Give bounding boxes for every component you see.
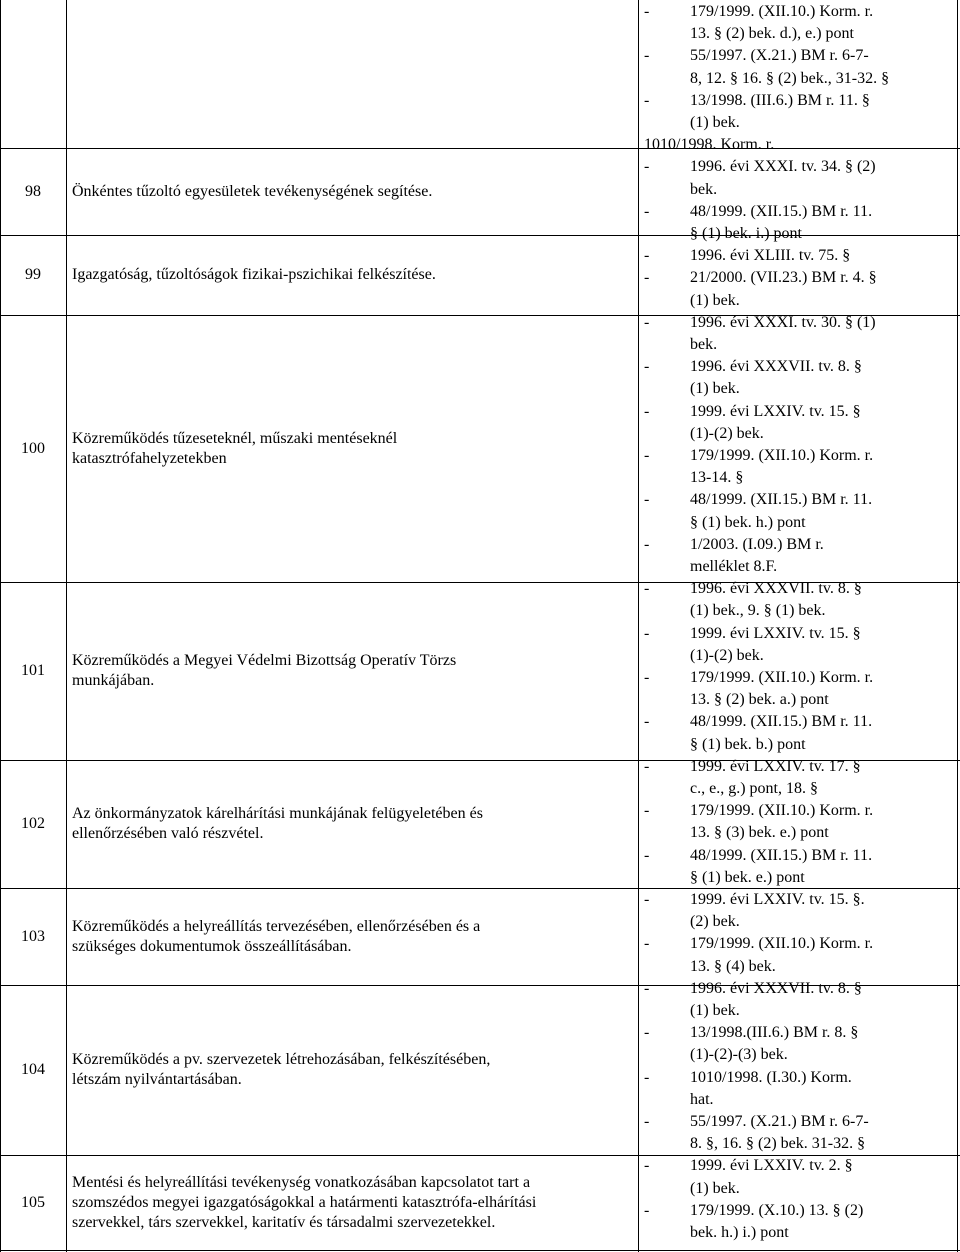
reference-bullet: - <box>644 846 650 864</box>
reference-text: (1) bek. <box>690 1002 740 1019</box>
reference-bullet: - <box>644 158 650 176</box>
reference-text: (1) bek. <box>690 1179 740 1197</box>
row-description: katasztrófahelyzetekben <box>72 449 227 467</box>
row-description: Önkéntes tűzoltó egyesületek tevékenységének segítése. <box>72 182 433 200</box>
reference-text: hat. <box>690 1090 714 1108</box>
reference-bullet: - <box>644 1157 650 1175</box>
reference-bullet: - <box>644 802 650 820</box>
row-description: Az önkormányzatok kárelhárítási munkájának felügyeletében és <box>72 805 483 822</box>
row-number: 102 <box>21 815 45 832</box>
row-description: Igazgatóság, tűzoltóságok fizikai-pszichikai felkészítése. <box>72 266 436 283</box>
row-number: 104 <box>21 1061 45 1078</box>
reference-text: 1996. évi XXXVII. tv. 8. § <box>690 979 862 997</box>
reference-text: bek. <box>690 180 718 198</box>
reference-text: (1)-(2) bek. <box>690 424 764 442</box>
reference-text: 1996. évi XLIII. tv. 75. § <box>690 247 851 265</box>
reference-bullet: - <box>644 447 650 464</box>
reference-text: 21/2000. (VII.23.) BM r. 4. § <box>690 269 877 287</box>
row-description: Mentési és helyreállítási tevékenység vonatkozásában kapcsolatot tart a <box>72 1173 531 1191</box>
reference-text: 13. § (2) bek. d.), e.) pont <box>690 25 854 43</box>
reference-text: § (1) bek. e.) pont <box>690 868 805 886</box>
reference-text: 1996. évi XXXI. tv. 34. § (2) <box>690 158 876 176</box>
row-description: Közreműködés a helyreállítás tervezésében, ellenőrzésében és a <box>72 917 481 935</box>
row-description: szervekkel, társ szervekkel, karitatív és társadalmi szervezetekkel. <box>72 1213 496 1231</box>
reference-text: 13. § (2) bek. a.) pont <box>690 691 829 709</box>
reference-text: melléklet 8.F. <box>690 558 778 575</box>
reference-text: 1010/1998. Korm. r. <box>644 136 775 154</box>
row-number: 103 <box>21 927 45 945</box>
reference-text: 1999. évi LXXIV. tv. 15. §. <box>690 891 865 908</box>
reference-text: 13. § (3) bek. e.) pont <box>690 824 829 842</box>
reference-text: 13/1998.(III.6.) BM r. 8. § <box>690 1024 859 1042</box>
row-description: létszám nyilvántartásában. <box>72 1071 242 1088</box>
reference-text: 1999. évi LXXIV. tv. 2. § <box>690 1157 853 1175</box>
table-rule-right <box>957 0 958 1252</box>
reference-text: § (1) bek. i.) pont <box>690 225 802 242</box>
row-number: 101 <box>21 662 45 679</box>
reference-text: 1/2003. (I.09.) BM r. <box>690 535 824 553</box>
reference-text: 179/1999. (XII.10.) Korm. r. <box>690 447 874 464</box>
reference-text: 1996. évi XXXVII. tv. 8. § <box>690 580 862 598</box>
reference-text: 13/1998. (III.6.) BM r. 11. § <box>690 91 870 109</box>
row-number: 100 <box>21 439 45 457</box>
reference-text: 48/1999. (XII.15.) BM r. 11. <box>690 202 873 220</box>
reference-text: (1)-(2) bek. <box>690 646 764 664</box>
reference-bullet: - <box>644 1024 650 1042</box>
reference-text: 55/1997. (X.21.) BM r. 6-7- <box>690 47 869 65</box>
reference-text: 1996. évi XXXI. tv. 30. § (1) <box>690 313 876 331</box>
reference-bullet: - <box>644 247 650 265</box>
reference-text: 48/1999. (XII.15.) BM r. 11. <box>690 846 873 864</box>
reference-text: 8. §, 16. § (2) bek. 31-32. § <box>690 1135 866 1153</box>
reference-text: 1999. évi LXXIV. tv. 17. § <box>690 757 861 775</box>
reference-text: 13. § (4) bek. <box>690 957 776 975</box>
row-divider <box>0 148 960 149</box>
reference-text: 1010/1998. (I.30.) Korm. <box>690 1068 852 1086</box>
reference-bullet: - <box>644 491 650 509</box>
reference-bullet: - <box>644 713 650 731</box>
reference-bullet: - <box>644 580 650 598</box>
row-description: szükséges dokumentumok összeállításában. <box>72 937 352 955</box>
reference-text: 55/1997. (X.21.) BM r. 6-7- <box>690 1113 869 1130</box>
reference-bullet: - <box>644 91 650 109</box>
row-divider <box>0 1250 960 1251</box>
reference-bullet: - <box>644 1068 650 1086</box>
reference-text: 179/1999. (XII.10.) Korm. r. <box>690 935 874 953</box>
row-number: 99 <box>25 266 41 283</box>
reference-text: 8, 12. § 16. § (2) bek., 31-32. § <box>690 69 890 87</box>
row-number: 105 <box>21 1193 45 1211</box>
reference-bullet: - <box>644 402 650 420</box>
reference-bullet: - <box>644 47 650 65</box>
reference-bullet: - <box>644 269 650 287</box>
reference-text: (1)-(2)-(3) bek. <box>690 1046 788 1064</box>
reference-text: 179/1999. (XII.10.) Korm. r. <box>690 669 874 686</box>
row-divider <box>0 888 960 889</box>
reference-text: 1999. évi LXXIV. tv. 15. § <box>690 624 861 642</box>
reference-text: bek. h.) i.) pont <box>690 1224 789 1241</box>
reference-text: 179/1999. (X.10.) 13. § (2) <box>690 1201 864 1219</box>
reference-text: (1) bek. <box>690 291 740 309</box>
reference-bullet: - <box>644 979 650 997</box>
reference-text: (1) bek., 9. § (1) bek. <box>690 602 826 620</box>
reference-text: 179/1999. (XII.10.) Korm. r. <box>690 3 874 20</box>
row-description: ellenőrzésében való részvétel. <box>72 825 264 842</box>
reference-bullet: - <box>644 202 650 220</box>
row-number: 98 <box>25 182 41 200</box>
row-description: szomszédos megyei igazgatóságokkal a határmenti katasztrófa-elhárítási <box>72 1193 537 1211</box>
reference-text: 48/1999. (XII.15.) BM r. 11. <box>690 491 873 509</box>
reference-bullet: - <box>644 1201 650 1219</box>
reference-bullet: - <box>644 1113 650 1130</box>
reference-text: bek. <box>690 336 718 353</box>
row-description: Közreműködés a pv. szervezetek létrehozásában, felkészítésében, <box>72 1051 491 1068</box>
reference-text: (1) bek. <box>690 380 740 398</box>
table-rule-desc <box>638 0 639 1252</box>
reference-text: 179/1999. (XII.10.) Korm. r. <box>690 802 874 820</box>
reference-bullet: - <box>644 3 650 20</box>
table-rule-num <box>66 0 67 1252</box>
reference-text: § (1) bek. h.) pont <box>690 513 806 531</box>
reference-bullet: - <box>644 624 650 642</box>
reference-bullet: - <box>644 669 650 686</box>
reference-text: 48/1999. (XII.15.) BM r. 11. <box>690 713 873 731</box>
row-divider <box>0 235 960 236</box>
reference-bullet: - <box>644 891 650 908</box>
reference-text: 1999. évi LXXIV. tv. 15. § <box>690 402 861 420</box>
reference-bullet: - <box>644 535 650 553</box>
reference-text: 1996. évi XXXVII. tv. 8. § <box>690 358 862 376</box>
row-description: Közreműködés a Megyei Védelmi Bizottság Operatív Törzs <box>72 652 457 669</box>
reference-bullet: - <box>644 935 650 953</box>
reference-text: 13-14. § <box>690 469 744 487</box>
reference-bullet: - <box>644 313 650 331</box>
reference-text: (2) bek. <box>690 913 740 931</box>
reference-text: § (1) bek. b.) pont <box>690 735 806 753</box>
row-description: Közreműködés tűzeseteknél, műszaki mentéseknél <box>72 429 398 447</box>
reference-text: (1) bek. <box>690 114 740 131</box>
reference-text: c., e., g.) pont, 18. § <box>690 780 818 797</box>
reference-bullet: - <box>644 757 650 775</box>
row-description: munkájában. <box>72 672 155 689</box>
reference-bullet: - <box>644 358 650 376</box>
